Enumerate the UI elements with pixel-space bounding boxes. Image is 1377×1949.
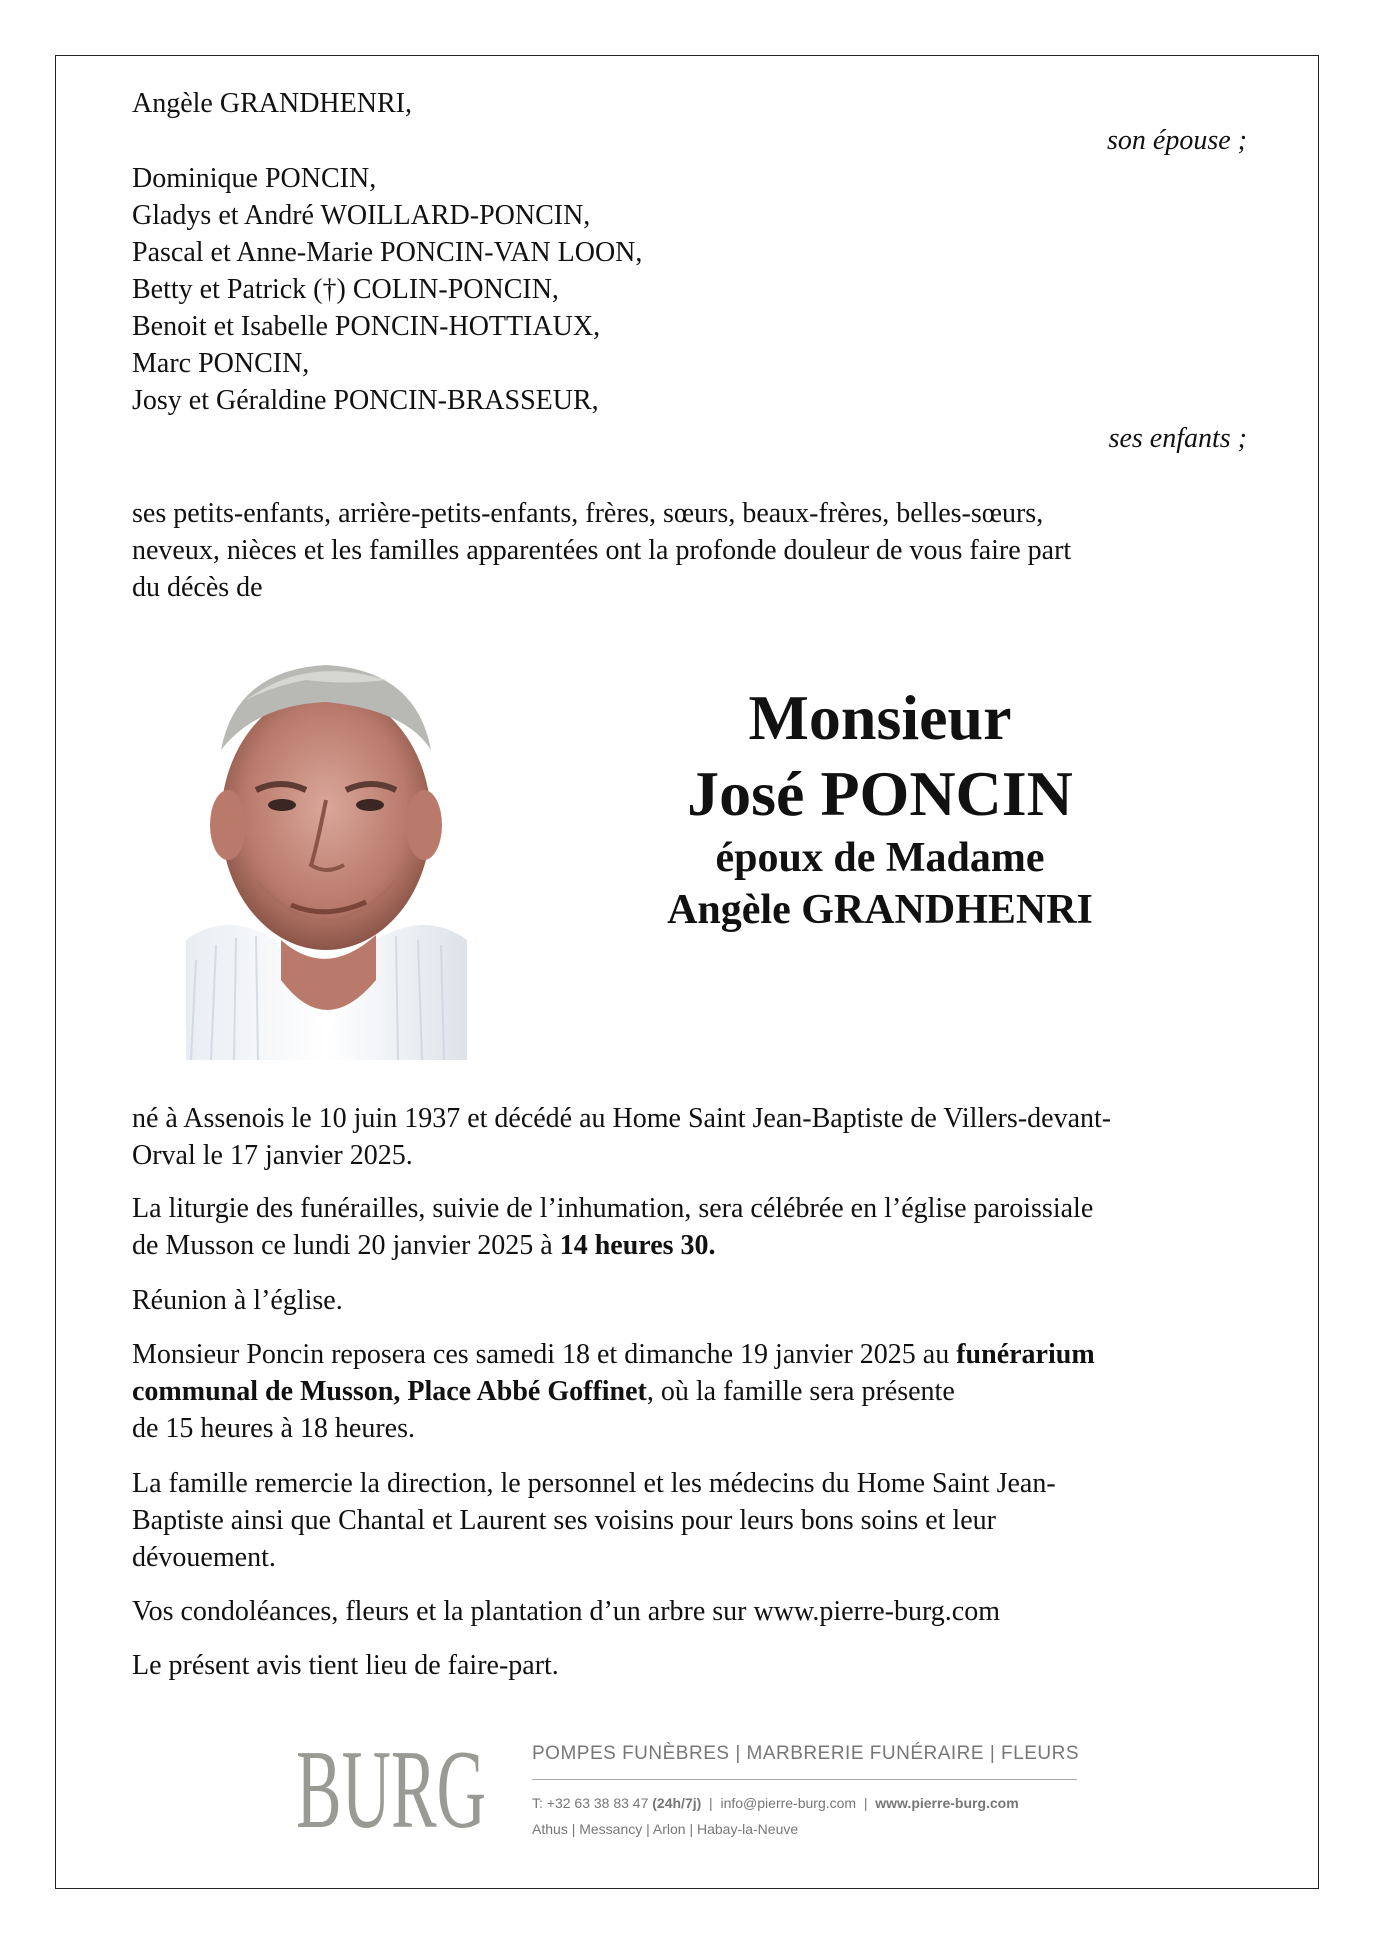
svg-text:BURG: BURG: [296, 1735, 486, 1835]
child-name: Marc PONCIN,: [132, 348, 310, 379]
rest-line: de 15 heures à 18 heures.: [132, 1413, 416, 1444]
child-name: Gladys et André WOILLARD-PONCIN,: [132, 200, 591, 231]
rest-place: communal de Musson, Place Abbé Goffinet: [132, 1376, 647, 1407]
contact-line: [532, 1795, 1019, 1811]
rest-line: [132, 1336, 1252, 1373]
contact-hours: (24h/7j): [652, 1795, 702, 1811]
notice-info: Le présent avis tient lieu de faire-part.: [132, 1650, 559, 1681]
family-line: du décès de: [132, 572, 263, 603]
thanks-info: [132, 1465, 1252, 1576]
condolences-info: Vos condoléances, fleurs et la plantation d’un arbre sur www.pierre-burg.com: [132, 1596, 1000, 1627]
children-role: ses enfants ;: [1108, 423, 1247, 454]
spouse-line: époux de Madame: [715, 835, 1045, 881]
thanks-line: dévouement.: [132, 1542, 276, 1573]
locations-line: Athus | Messancy | Arlon | Habay-la-Neuve: [532, 1821, 799, 1837]
portrait-photo: [186, 640, 467, 1060]
family-line: ses petits-enfants, arrière-petits-enfants, frères, sœurs, beaux-frères, belles-sœurs,: [132, 498, 1044, 529]
thanks-line: Baptiste ainsi que Chantal et Laurent ses voisins pour leurs bons soins et leur: [132, 1505, 996, 1536]
deceased-title-block: [590, 680, 1170, 936]
wife-name: Angèle GRANDHENRI,: [132, 88, 412, 119]
liturgy-line: La liturgie des funérailles, suivie de l’inhumation, sera célébrée en l’église paroissiale: [132, 1193, 1094, 1224]
liturgy-info: [132, 1190, 1252, 1264]
thanks-line: La famille remercie la direction, le personnel et les médecins du Home Saint Jean-: [132, 1468, 1056, 1499]
liturgy-time: 14 heures 30.: [559, 1230, 716, 1261]
meeting-info: Réunion à l’église.: [132, 1285, 343, 1316]
birth-line: Orval le 17 janvier 2025.: [132, 1140, 413, 1171]
child-name: Josy et Géraldine PONCIN-BRASSEUR,: [132, 385, 599, 416]
rest-line: [132, 1373, 1252, 1410]
wife-role: son épouse ;: [1107, 125, 1247, 156]
deceased-honorific: Monsieur: [748, 682, 1012, 753]
burg-logo: [296, 1735, 486, 1835]
footer: [296, 1735, 1096, 1855]
rest-place: funérarium: [956, 1339, 1095, 1370]
birth-line: né à Assenois le 10 juin 1937 et décédé au Home Saint Jean-Baptiste de Villers-devant-: [132, 1103, 1112, 1134]
footer-divider: [532, 1779, 1077, 1780]
services-line: POMPES FUNÈBRES | MARBRERIE FUNÉRAIRE | FLEURS: [532, 1743, 1080, 1764]
contact-email: | info@pierre-burg.com |: [701, 1795, 876, 1811]
spouse-name: Angèle GRANDHENRI: [667, 887, 1093, 933]
birth-death-info: [132, 1100, 1252, 1174]
children-list: [132, 160, 642, 419]
child-name: Dominique PONCIN,: [132, 163, 377, 194]
child-name: Betty et Patrick (†) COLIN-PONCIN,: [132, 274, 559, 305]
contact-phone: T: +32 63 38 83 47: [532, 1795, 653, 1811]
liturgy-line: [132, 1227, 1252, 1264]
child-name: Benoit et Isabelle PONCIN-HOTTIAUX,: [132, 311, 601, 342]
rest-text: Monsieur Poncin reposera ces samedi 18 et dimanche 19 janvier 2025 au: [132, 1339, 957, 1370]
rest-info: [132, 1336, 1252, 1447]
portrait-illustration: [186, 640, 467, 1060]
family-line: neveux, nièces et les familles apparentées ont la profonde douleur de vous faire part: [132, 535, 1072, 566]
liturgy-text: de Musson ce lundi 20 janvier 2025 à: [132, 1230, 560, 1261]
child-name: Pascal et Anne-Marie PONCIN-VAN LOON,: [132, 237, 643, 268]
family-announcement: [132, 495, 1252, 606]
rest-text: , où la famille sera présente: [646, 1376, 955, 1407]
deceased-name: José PONCIN: [687, 758, 1073, 829]
contact-website: www.pierre-burg.com: [875, 1795, 1019, 1811]
